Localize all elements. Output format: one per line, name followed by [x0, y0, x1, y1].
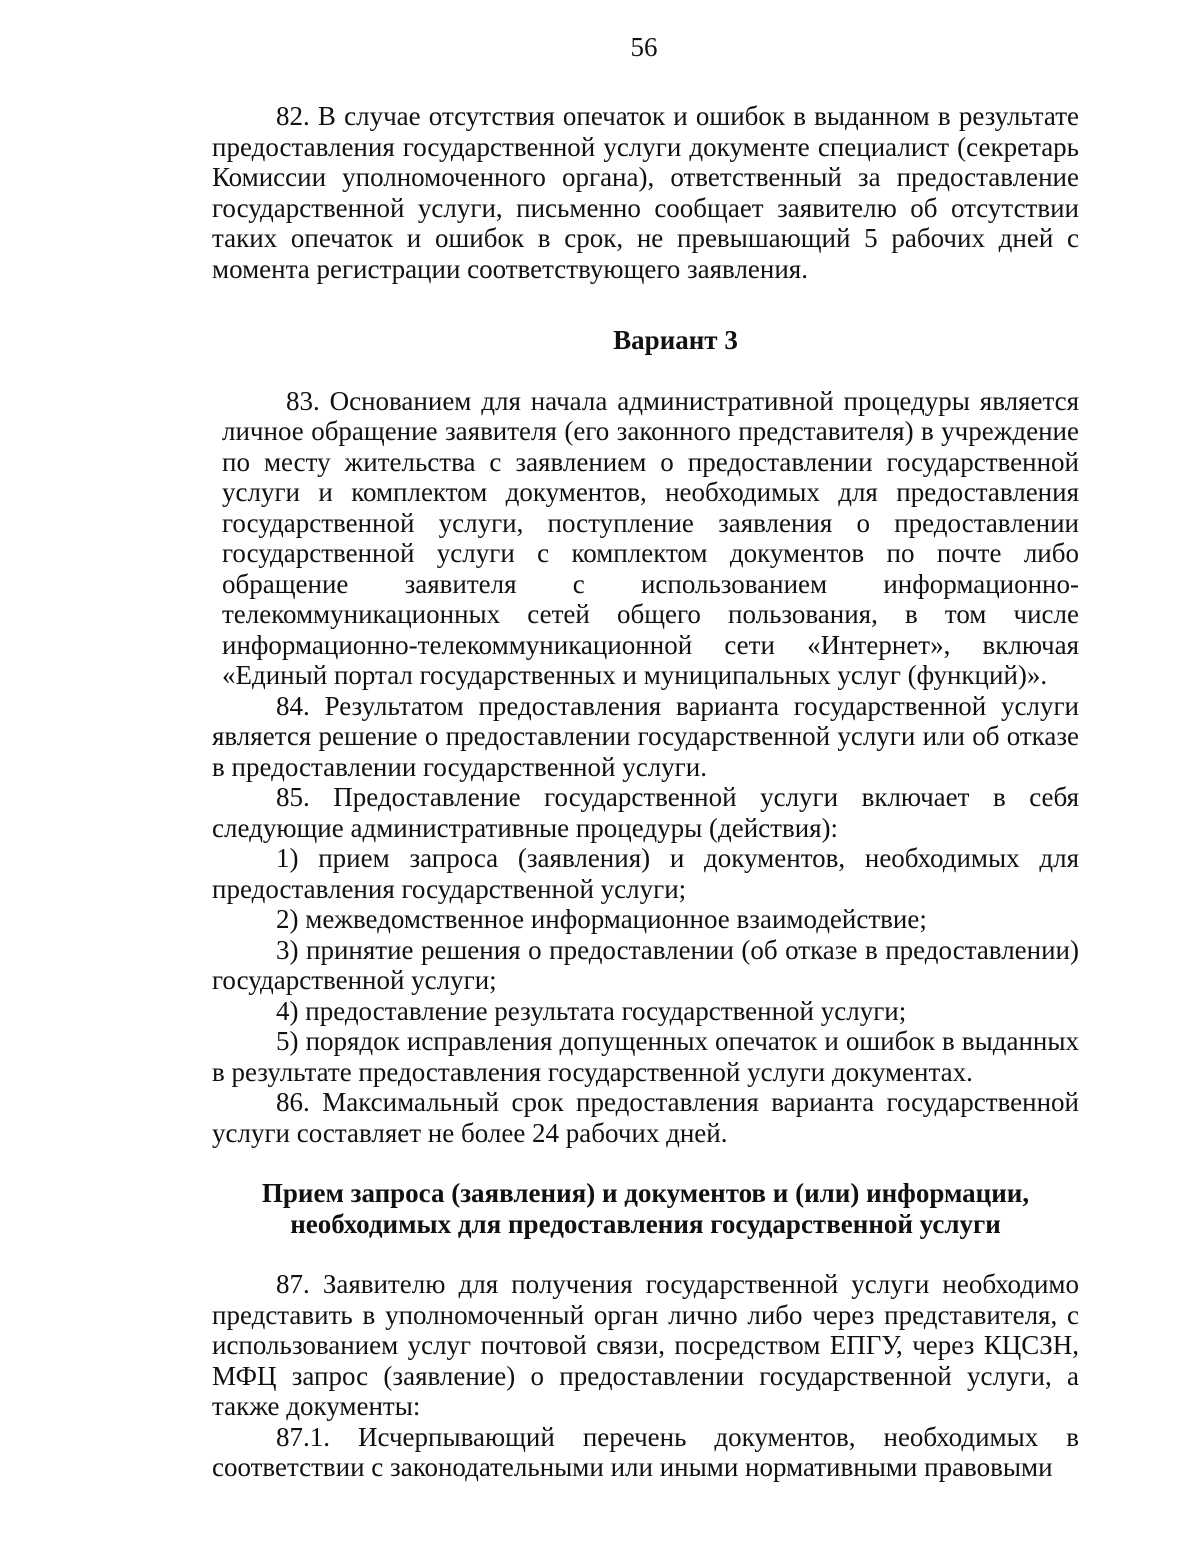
heading-section-line-1: Прием запроса (заявления) и документов и (или) информации,	[261, 1178, 1030, 1208]
spacer	[212, 1148, 1079, 1178]
document-body	[212, 101, 1079, 1483]
heading-section-line-2: необходимых для предоставления государственной услуги	[290, 1208, 1001, 1239]
paragraph-84: 84. Результатом предоставления варианта государственной услуги является решение о предоставлении государственной услуги или об отказе в предоставлении государственной услуги.	[212, 690, 1079, 782]
spacer	[212, 356, 1079, 386]
paragraph-86: 86. Максимальный срок предоставления варианта государственной услуги составляет не более 24 рабочих дней.	[212, 1087, 1079, 1148]
paragraph-87-1: 87.1. Исчерпывающий перечень документов, необходимых в соответствии с законодательными или иными нормативными правовыми	[212, 1421, 1079, 1482]
list-item-85-5: 5) порядок исправления допущенных опечаток и ошибок в выданных в результате предоставления государственной услуги документах.	[212, 1026, 1079, 1087]
paragraph-85: 85. Предоставление государственной услуги включает в себя следующие административные процедуры (действия):	[212, 782, 1079, 843]
list-item-85-2: 2) межведомственное информационное взаимодействие;	[276, 904, 927, 934]
page-number: 56	[630, 32, 658, 62]
spacer	[212, 1239, 1079, 1269]
spacer	[212, 284, 1079, 325]
list-item-85-3: 3) принятие решения о предоставлении (об отказе в предоставлении) государственной услуги;	[212, 934, 1079, 995]
list-item-85-1: 1) прием запроса (заявления) и документов, необходимых для предоставления государственной услуги;	[212, 843, 1079, 904]
paragraph-87: 87. Заявителю для получения государственной услуги необходимо представить в уполномоченный орган лично либо через представителя, с использованием услуг почтовой связи, посредством ЕПГУ, через КЦСЗН, МФЦ запрос (заявление) о предоставлении государственной услуги, а также документы:	[212, 1269, 1079, 1421]
list-item-85-4: 4) предоставление результата государственной услуги;	[276, 995, 907, 1026]
paragraph-82: 82. В случае отсутствия опечаток и ошибок в выданном в результате предоставления государственной услуги документе специалист (секретарь Комиссии уполномоченного органа), ответственный за предоставление государственной услуги, письменно сообщает заявителю об отсутствии таких опечаток и ошибок в срок, не превышающий 5 рабочих дней с момента регистрации соответствующего заявления.	[212, 101, 1079, 284]
heading-variant: Вариант 3	[613, 325, 738, 355]
paragraph-83: 83. Основанием для начала административной процедуры является личное обращение заявителя (его законного представителя) в учреждение по месту жительства с заявлением о предоставлении государственной услуги и комплектом документов, необходимых для предоставления государственной услуги, поступление заявления о предоставлении государственной услуги с комплектом документов по почте либо обращение заявителя с использованием информационно-телекоммуникационных сетей общего пользования, в том числе информационно-телекоммуникационной сети «Интернет», включая «Единый портал государственных и муниципальных услуг (функций)».	[222, 385, 1079, 690]
